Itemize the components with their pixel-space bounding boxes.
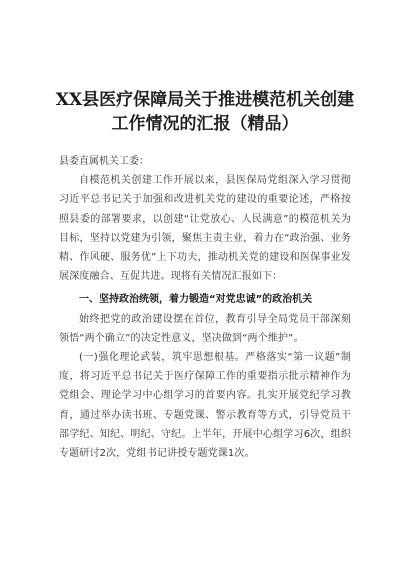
- body-paragraph: (一)强化理论武装，筑牢思想根基。严格落实“第一议题”制度，将习近平总书记关于医疗保障工作的重要指示批示精神作为党组会、理论学习中心组学习的首要内容。扎实开展党纪学习教育，通过举办读书班、专题党课、警示教育等方式，引导党员干部学纪、知纪、明纪、守纪。上半年，开展中心组学习6次，组织专题研讨2次，党组书记讲授专题党课1次。: [59, 352, 351, 460]
- body-paragraph: 自模范机关创建工作开展以来，县医保局党组深入学习贯彻习近平总书记关于加强和改进机关党的建设的重要论述，严格按照县委的部署要求，以创建“让党放心、人民满意”的模范机关为目标，坚持以党建为引领，聚焦主责主业，着力在“政治强、业务精、作风硬、服务优”上下功夫，推动机关党的建设和医保事业发展深度融合、互促共进。现将有关情况汇报如下：: [59, 175, 351, 283]
- section-heading: 一、坚持政治统领，着力锻造“对党忠诚”的政治机关: [79, 294, 313, 306]
- document-body: [59, 152, 351, 463]
- body-paragraph: 始终把党的政治建设摆在首位，教育引导全局党员干部深刻领悟“两个确立”的决定性意义，坚决做到“两个维护”。: [59, 313, 351, 344]
- salutation: 县委直属机关工委：: [59, 156, 149, 167]
- document-title: XX县医疗保障局关于推进模范机关创建工作情况的汇报（精品）: [55, 90, 355, 134]
